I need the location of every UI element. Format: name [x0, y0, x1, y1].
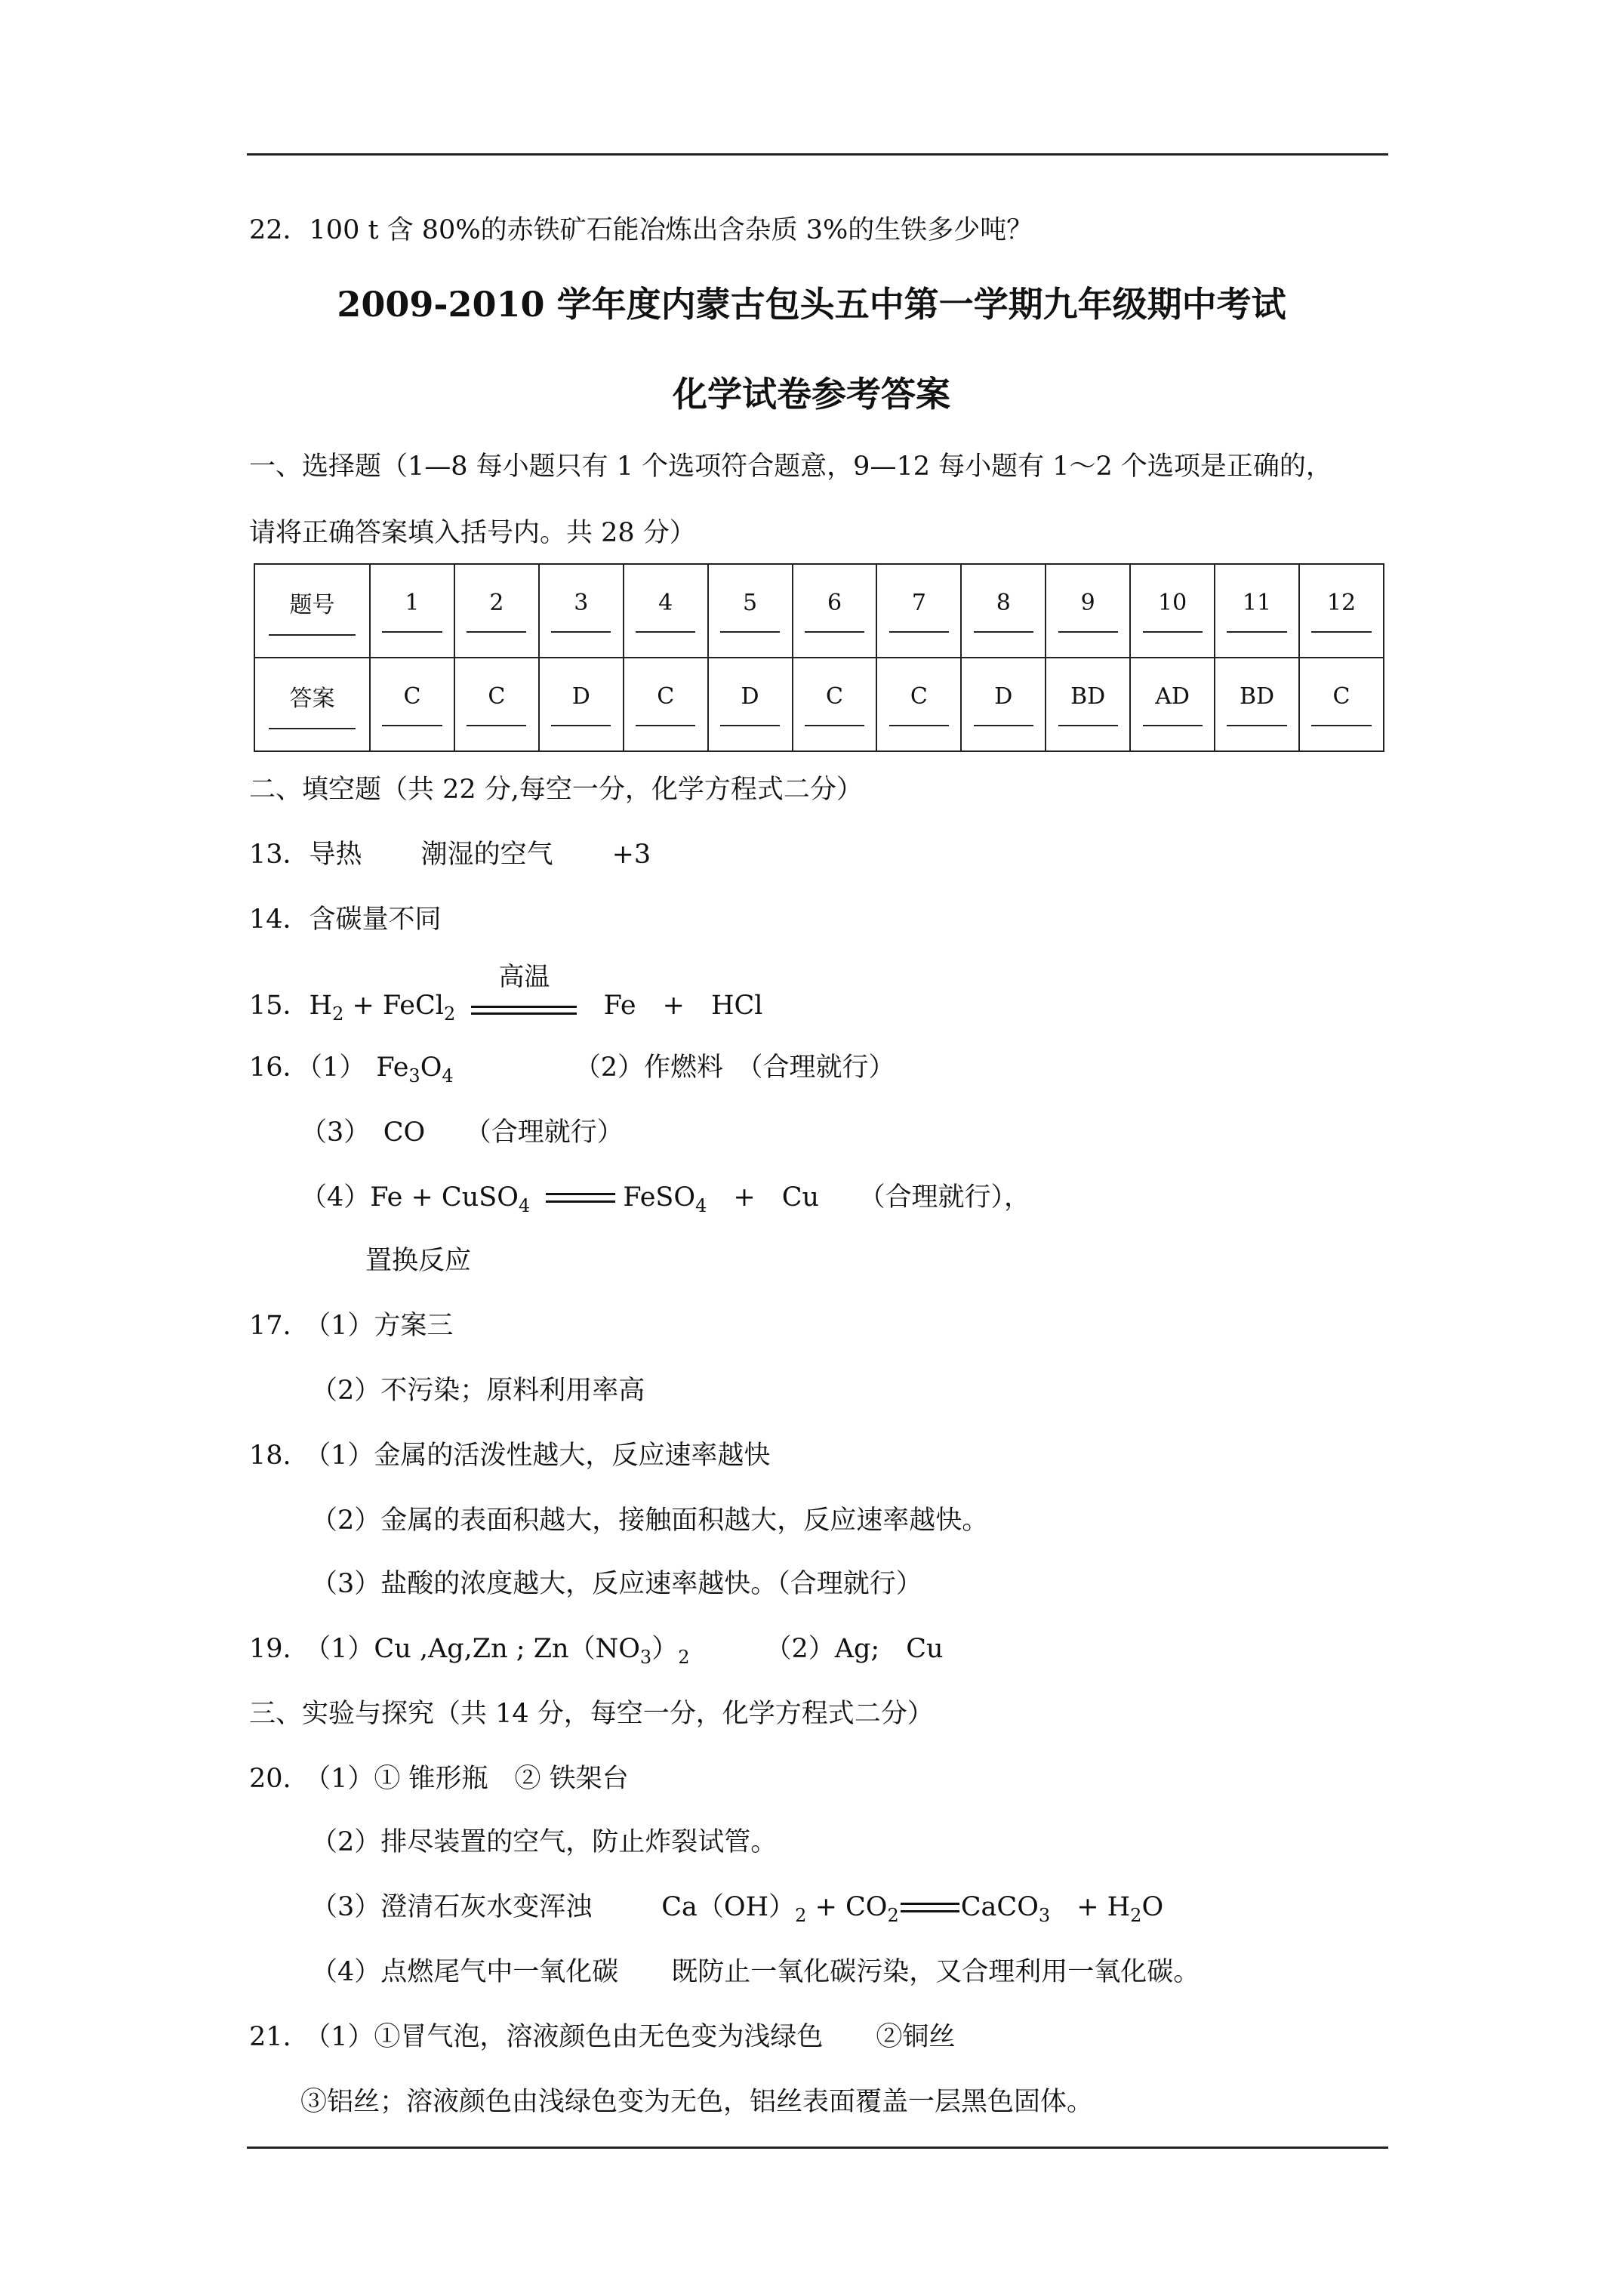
- question-number-cell: 2: [454, 564, 539, 658]
- exam-title: 2009-2010 学年度内蒙古包头五中第一学期九年级期中考试: [337, 284, 1286, 325]
- question-16-part3: （3） CO （合理就行）: [300, 1117, 624, 1148]
- answer-cell: C: [370, 658, 454, 751]
- question-21-part2: ③铝丝；溶液颜色由浅绿色变为无色，铝丝表面覆盖一层黑色固体。: [300, 2087, 1094, 2117]
- question-20: 20. （1）① 锥形瓶 ② 铁架台: [249, 1764, 629, 1794]
- question-16: 16．（1） $Fe_3O_4$ （2）作燃料 （合理就行）: [249, 1052, 895, 1086]
- question-number-cell: 11: [1215, 564, 1299, 658]
- table-row: [254, 658, 1384, 751]
- answer-cell: C: [793, 658, 877, 751]
- section1-heading-cont: 请将正确答案填入括号内。共 28 分）: [249, 518, 696, 548]
- question-19: 19. （1）Cu ,Ag,Zn ; $Zn(NO_3)_2$ （2）Ag; Cu: [249, 1634, 944, 1668]
- bottom-rule: [247, 2147, 1388, 2149]
- answer-cell: BD: [1215, 658, 1299, 751]
- question-number-cell: 5: [708, 564, 793, 658]
- section3-heading: 三、实验与探究（共 14 分，每空一分，化学方程式二分）: [249, 1699, 934, 1729]
- question-number-cell: 8: [961, 564, 1046, 658]
- question-20-part3: （3）澄清石灰水变浑浊 $Ca(OH)_2 + CO_2$ CaCO$_3$ + $H_2O$: [311, 1892, 1164, 1926]
- row-label-number: 题号: [254, 564, 370, 658]
- answer-cell: AD: [1130, 658, 1215, 751]
- question-number-cell: 3: [539, 564, 624, 658]
- question-18-part2: （2）金属的表面积越大，接触面积越大，反应速率越快。: [311, 1505, 989, 1536]
- question-number-cell: 10: [1130, 564, 1215, 658]
- answer-cell: D: [539, 658, 624, 751]
- question-20-part2: （2）排尽装置的空气，防止炸裂试管。: [311, 1827, 778, 1857]
- reaction-arrow: [546, 1181, 615, 1214]
- reaction-arrow: [901, 1891, 959, 1924]
- question-18-part3: （3）盐酸的浓度越大，反应速率越快。（合理就行）: [311, 1569, 922, 1599]
- section1-heading: 一、选择题（1—8 每小题只有 1 个选项符合题意，9—12 每小题有 1～2 个选项是正确的，: [249, 451, 1332, 482]
- question-17-part2: （2）不污染；原料利用率高: [311, 1376, 645, 1406]
- question-number-cell: 4: [624, 564, 708, 658]
- question-15: 15．$H_2$ + FeCl$_2$ 高温 Fe + HCl: [249, 962, 763, 1025]
- question-20-part4: （4）点燃尾气中一氧化碳 既防止一氧化碳污染，又合理利用一氧化碳。: [311, 1957, 1200, 1987]
- question-17: 17. （1）方案三: [249, 1311, 454, 1341]
- question-21: 21. （1）①冒气泡，溶液颜色由无色变为浅绿色 ②铜丝: [249, 2022, 956, 2052]
- answer-cell: C: [1299, 658, 1384, 751]
- question-22: 22．100 t 含 80%的赤铁矿石能冶炼出含杂质 3%的生铁多少吨？: [249, 215, 1033, 245]
- answer-cell: D: [961, 658, 1046, 751]
- answer-cell: C: [624, 658, 708, 751]
- answer-cell: D: [708, 658, 793, 751]
- question-14: 14．含碳量不同: [249, 905, 442, 935]
- row-label-answer: 答案: [254, 658, 370, 751]
- answer-cell: C: [876, 658, 961, 751]
- question-16-part5: 置换反应: [365, 1246, 472, 1276]
- question-16-part4: （4）Fe + CuSO$_4$ FeSO$_4$ + Cu （合理就行），: [300, 1182, 1031, 1216]
- section2-heading: 二、填空题（共 22 分,每空一分，化学方程式二分）: [249, 775, 863, 805]
- answer-key-title: 化学试卷参考答案: [673, 374, 950, 415]
- reaction-arrow: 高温: [471, 989, 577, 1022]
- question-number-cell: 7: [876, 564, 961, 658]
- question-number-cell: 6: [793, 564, 877, 658]
- answer-cell: C: [454, 658, 539, 751]
- answer-table: [254, 563, 1384, 752]
- answer-cell: BD: [1046, 658, 1130, 751]
- question-number-cell: 9: [1046, 564, 1130, 658]
- top-rule: [247, 153, 1388, 156]
- question-18: 18. （1）金属的活泼性越大，反应速率越快: [249, 1441, 771, 1471]
- table-row: [254, 564, 1384, 658]
- question-13: 13．导热 潮湿的空气 +3: [249, 840, 651, 870]
- question-number-cell: 1: [370, 564, 454, 658]
- question-number-cell: 12: [1299, 564, 1384, 658]
